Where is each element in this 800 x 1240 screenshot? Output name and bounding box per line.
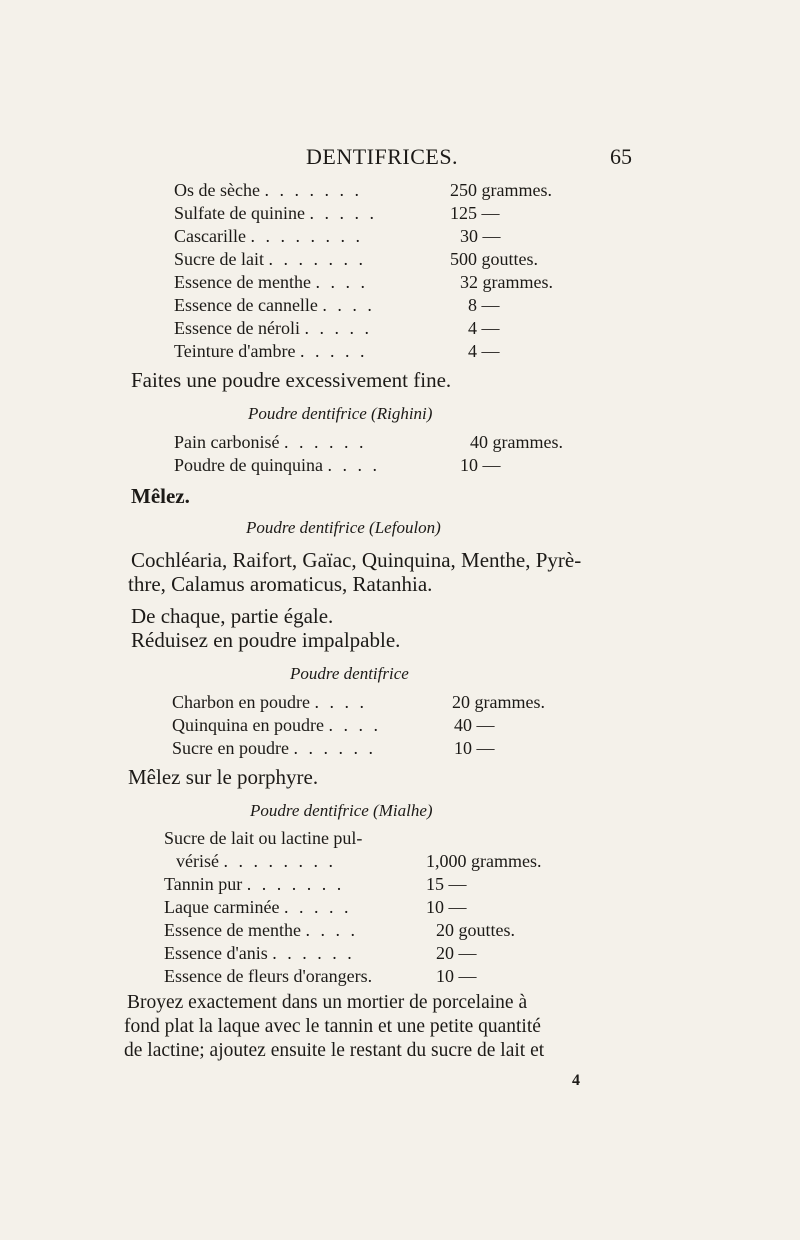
recipe-row: [174, 341, 594, 364]
ingredient: Sucre en poudre: [172, 738, 289, 758]
recipe-2: [174, 432, 594, 478]
ingredient: Poudre de quinquina: [174, 455, 323, 475]
leader-dots: . . . . .: [304, 318, 372, 338]
recipe-row: [164, 920, 604, 943]
text-line: de lactine; ajoutez ensuite le restant du sucre de lait et: [124, 1040, 545, 1061]
leader-dots: . . . .: [327, 455, 380, 475]
ingredient: Charbon en poudre: [172, 692, 310, 712]
instruction: Faites une poudre excessivement fine.: [131, 368, 452, 392]
running-title: DENTIFRICES.: [306, 144, 459, 169]
ingredient: Essence de fleurs d'orangers.: [164, 966, 373, 986]
recipe-5: [164, 828, 604, 989]
leader-dots: . . . .: [322, 295, 375, 315]
text-line: thre, Calamus aromaticus, Ratanhia.: [128, 572, 433, 596]
instruction: Mêlez.: [131, 484, 190, 508]
recipe-row: [164, 874, 604, 897]
recipe-row: [174, 249, 594, 272]
text-line: Broyez exactement dans un mortier de porcelaine à: [127, 992, 528, 1013]
leader-dots: . . . .: [328, 715, 381, 735]
ingredient: Sucre de lait: [174, 249, 264, 269]
ingredient: Sulfate de quinine: [174, 203, 305, 223]
final-paragraph: [124, 991, 644, 1063]
paragraph: [128, 548, 628, 596]
quantity: 10 —: [436, 966, 477, 986]
quantity: 125 —: [450, 203, 500, 223]
leader-dots: . . . . . . .: [246, 874, 345, 894]
quantity: 10 —: [426, 897, 467, 917]
quantity: 4 —: [468, 318, 500, 338]
leader-dots: . . . . . . . .: [250, 226, 363, 246]
ingredient: Sucre de lait ou lactine pul-: [164, 828, 363, 848]
leader-dots: . . . . . . .: [264, 180, 362, 200]
recipe-4: [172, 692, 592, 761]
quantity: 500 gouttes.: [450, 249, 538, 269]
quantity: 10 —: [454, 738, 495, 758]
quantity: 250 grammes.: [450, 180, 552, 200]
quantity: 10 —: [460, 455, 501, 475]
recipe-row: [174, 455, 594, 478]
instruction: Réduisez en poudre impalpable.: [131, 628, 401, 652]
recipe-1: [174, 180, 594, 364]
leader-dots: . . . .: [305, 920, 358, 940]
recipe-row: [172, 715, 592, 738]
quantity: 30 —: [460, 226, 501, 246]
recipe-row: [164, 943, 604, 966]
text-line: Cochléaria, Raifort, Gaïac, Quinquina, Menthe, Pyrè-: [131, 548, 582, 572]
ingredient: Teinture d'ambre: [174, 341, 296, 361]
ingredient: Laque carminée: [164, 897, 280, 917]
leader-dots: . . . . .: [283, 897, 352, 917]
section-heading: Poudre dentifrice (Righini): [248, 404, 433, 423]
recipe-row: [172, 738, 592, 761]
recipe-row: [174, 272, 594, 295]
ingredient: Essence de menthe: [174, 272, 311, 292]
recipe-row: [174, 180, 594, 203]
ingredient: Essence de néroli: [174, 318, 300, 338]
text-line: fond plat la laque avec le tannin et une petite quantité: [124, 1016, 541, 1037]
recipe-row: [164, 966, 604, 989]
section-heading: Poudre dentifrice (Mialhe): [250, 801, 433, 820]
recipe-row: [164, 828, 604, 851]
ingredient: Pain carbonisé: [174, 432, 280, 452]
leader-dots: . . . . . .: [272, 943, 355, 963]
leader-dots: . . . . . .: [283, 432, 367, 452]
ingredient: Essence de menthe: [164, 920, 301, 940]
recipe-row: [174, 226, 594, 249]
quantity: 40 grammes.: [470, 432, 563, 452]
leader-dots: . . . .: [314, 692, 367, 712]
quantity: 1,000 grammes.: [426, 851, 542, 871]
page-header: [0, 144, 800, 174]
ingredient: Cascarille: [174, 226, 246, 246]
section-heading: Poudre dentifrice: [290, 664, 409, 683]
instruction: Mêlez sur le porphyre.: [128, 765, 319, 789]
quantity: 20 —: [436, 943, 477, 963]
leader-dots: . . . .: [315, 272, 368, 292]
quantity: 40 —: [454, 715, 495, 735]
quantity: 15 —: [426, 874, 467, 894]
recipe-row: [174, 295, 594, 318]
quantity: 20 gouttes.: [436, 920, 515, 940]
recipe-row: [172, 692, 592, 715]
ingredient: vérisé: [176, 851, 219, 871]
leader-dots: . . . . . . .: [268, 249, 366, 269]
recipe-row: [174, 203, 594, 226]
recipe-row: [164, 851, 604, 874]
page-number: 65: [610, 144, 632, 169]
section-heading: Poudre dentifrice (Lefoulon): [246, 518, 441, 537]
quantity: 20 grammes.: [452, 692, 545, 712]
ingredient: Os de sèche: [174, 180, 260, 200]
leader-dots: . . . . . . . .: [223, 851, 336, 871]
quantity: 32 grammes.: [460, 272, 553, 292]
quantity: 4 —: [468, 341, 500, 361]
ingredient: Quinquina en poudre: [172, 715, 324, 735]
instruction: De chaque, partie égale.: [131, 604, 334, 628]
quantity: 8 —: [468, 295, 500, 315]
leader-dots: . . . . .: [299, 341, 368, 361]
ingredient: Essence d'anis: [164, 943, 268, 963]
recipe-row: [164, 897, 604, 920]
leader-dots: . . . . . .: [293, 738, 376, 758]
signature-mark: 4: [572, 1072, 580, 1089]
recipe-row: [174, 432, 594, 455]
leader-dots: . . . . .: [309, 203, 377, 223]
recipe-row: [174, 318, 594, 341]
ingredient: Essence de cannelle: [174, 295, 318, 315]
ingredient: Tannin pur: [164, 874, 243, 894]
